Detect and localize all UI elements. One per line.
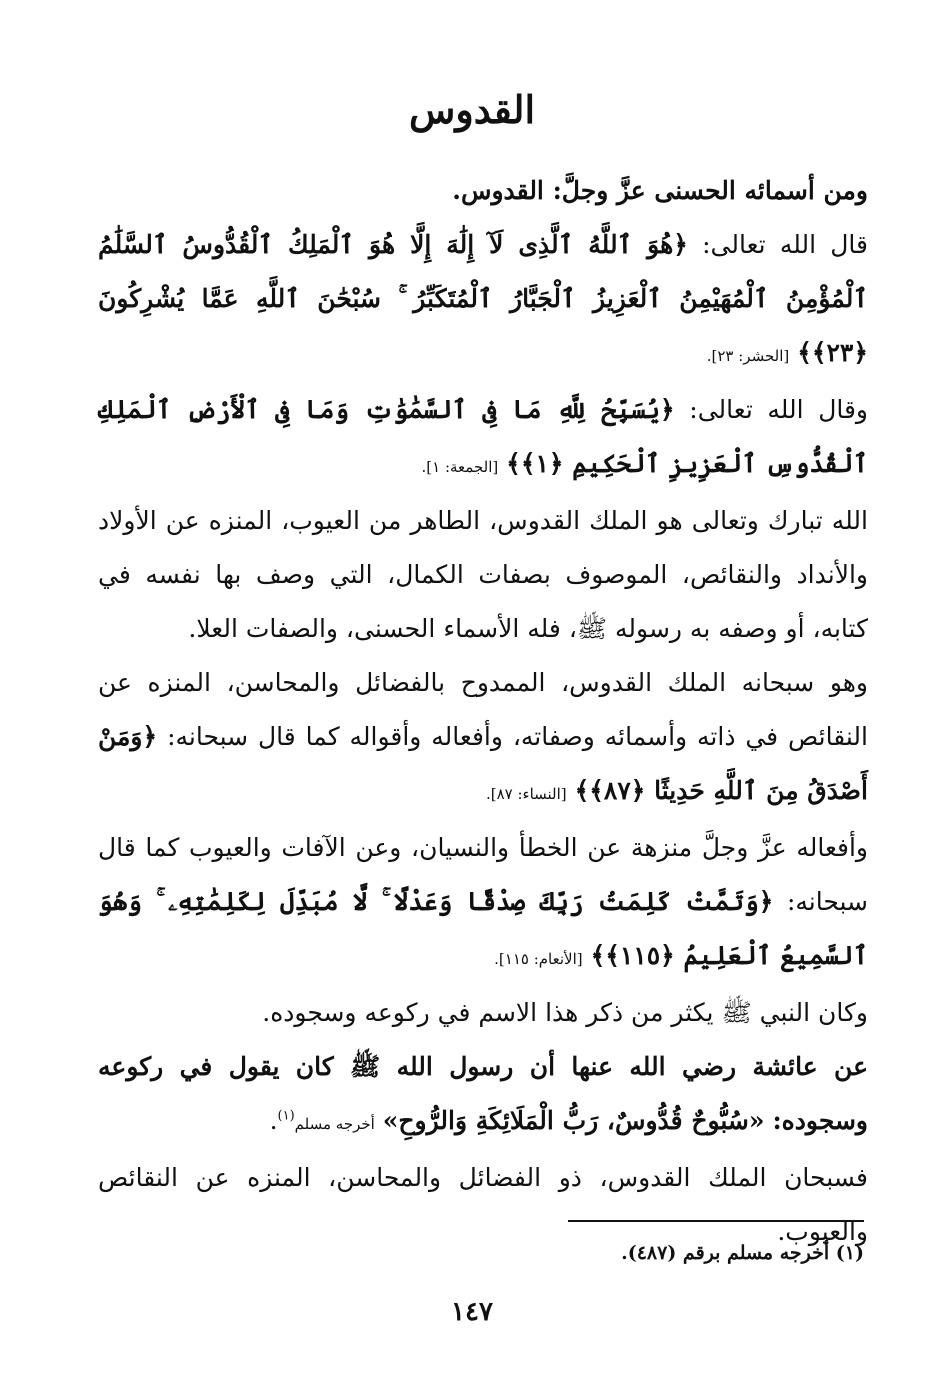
paragraph-text: وأفعاله عزَّ وجلَّ منزهة عن الخطأ والنسيان، وعن الآفات والعيوب كما قال سبحانه: <box>98 833 868 916</box>
paragraph-conclusion: فسبحان الملك القدوس، ذو الفضائل والمحاسن، المنزه عن النقائص والعيوب. <box>98 1163 868 1246</box>
hadith-intro: عن عائشة رضي الله عنها أن رسول الله ﷺ كان يقول في ركوعه وسجوده: <box>98 1052 868 1135</box>
footnote-divider <box>568 1220 864 1222</box>
paragraph-verse-hashr <box>98 218 868 383</box>
quran-verse: ﴿وَتَمَّتْ كَلِمَتُ رَبِّكَ صِدْقًا وَعَدْلًا ۚ لَّا مُبَدِّلَ لِكَلِمَٰتِهِۦ ۚ وَهُوَ ٱلسَّمِيعُ ٱلْعَلِيمُ ﴿١١٥﴾﴾ <box>98 887 868 970</box>
paragraph-intro: ومن أسمائه الحسنى عزَّ وجلَّ: القدوس. <box>452 176 868 205</box>
paragraph-verse-anam <box>98 821 868 986</box>
sentence-end: . <box>269 1106 278 1135</box>
page-title: القدوس <box>408 87 536 132</box>
hadith-text: «سُبُّوحٌ قُدُّوسٌ، رَبُّ الْمَلَائِكَةِ وَالرُّوحِ» <box>382 1106 765 1135</box>
footnote-reference[interactable]: (١) <box>277 1108 295 1124</box>
verse-intro: قال الله تعالى: <box>702 230 868 259</box>
quran-verse: ﴿يُسَبِّحُ لِلَّهِ مَا فِى ٱلسَّمَٰوَٰتِ وَمَا فِى ٱلْأَرْضِ ٱلْمَلِكِ ٱلْقُدُّوسِ ٱلْعَزِيزِ ٱلْحَكِيمِ ﴿١﴾﴾ <box>98 395 868 478</box>
verse-intro: وقال الله تعالى: <box>689 395 868 424</box>
paragraph-prophet: وكان النبي ﷺ يكثر من ذكر هذا الاسم في ركوعه وسجوده. <box>262 998 868 1027</box>
paragraph-verse-jumuah <box>98 383 868 494</box>
paragraph-explanation: الله تبارك وتعالى هو الملك القدوس، الطاهر من العيوب، المنزه عن الأولاد والأنداد والنقائص، الموصوف بصفات الكمال، التي وصف بها نفسه في كتابه، أو وصفه به رسوله ﷺ، فله الأسماء الحسنى، والصفات العلا. <box>98 506 868 643</box>
paragraph-text: وهو سبحانه الملك القدوس، الممدوح بالفضائل والمحاسن، المنزه عن النقائص في ذاته وأسمائه وصفاته، وأفعاله وأقواله كما قال سبحانه: <box>98 668 868 751</box>
quran-verse: ﴿وَمَنْ أَصْدَقُ مِنَ ٱللَّهِ حَدِيثًا ﴿٨٧﴾﴾ <box>98 722 868 805</box>
verse-citation: [الأنعام: ١١٥]. <box>494 950 583 968</box>
verse-citation: [الحشر: ٢٣]. <box>706 347 790 365</box>
page-number: ١٤٧ <box>451 1297 493 1327</box>
verse-citation: [الجمعة: ١]. <box>421 458 499 476</box>
paragraph-hadith <box>98 1040 868 1151</box>
main-text <box>98 164 868 1259</box>
hadith-citation: أخرجه مسلم <box>294 1115 375 1133</box>
footnote: (١) أخرجه مسلم برقم (٤٨٧). <box>621 1242 864 1264</box>
verse-citation: [النساء: ٨٧]. <box>485 785 567 803</box>
paragraph-verse-nisa <box>98 656 868 821</box>
quran-verse: ﴿هُوَ ٱللَّهُ ٱلَّذِى لَآ إِلَٰهَ إِلَّا هُوَ ٱلْمَلِكُ ٱلْقُدُّوسُ ٱلسَّلَٰمُ ٱلْمُؤْمِنُ ٱلْمُهَيْمِنُ ٱلْعَزِيزُ ٱلْجَبَّارُ ٱلْمُتَكَبِّرُ ۚ سُبْحَٰنَ ٱللَّهِ عَمَّا يُشْرِكُونَ ﴿٢٣﴾﴾ <box>98 230 868 367</box>
